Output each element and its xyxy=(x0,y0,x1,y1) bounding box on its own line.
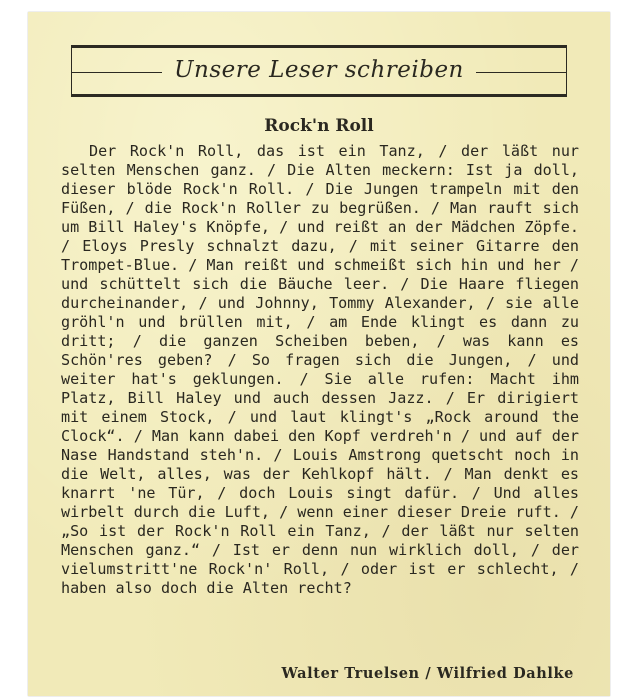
section-header-box xyxy=(71,45,567,97)
section-header-title: Unsere Leser schreiben xyxy=(174,57,464,83)
article-body: Der Rock'n Roll, das ist ein Tanz, / der läßt nur selten Menschen ganz. / Die Alten meckern: Ist ja doll, dieser blöde Rock'n Roll. / Die Jungen trampeln mit den Füßen, / die Rock'n Roller zu begrüßen. / Man rauft sich um Bill Haley's Knöpfe, / und reißt an der Mädchen Zöpfe. / Eloys Presly schnalzt dazu, / mit seiner Gitarre den Trompet-Blue. / Man reißt und schmeißt sich hin und her / und schüttelt sich die Bäuche leer. / Die Haare fliegen durcheinander, / und Johnny, Tommy Alexander, / sie alle gröhl'n und brüllen mit, / am Ende klingt es dann zu dritt; / die ganzen Scheiben beben, / was kann es Schön'res geben? / So fragen sich die Jungen, / und weiter hat's geklungen. / Sie alle rufen: Macht ihm Platz, Bill Haley und auch dessen Jazz. / Er dirigiert mit einem Stock, / und laut klingt's „Rock around the Clock“. / Man kann dabei den Kopf verdreh'n / und auf der Nase Handstand steh'n. / Louis Amstrong quetscht noch in die Welt, alles, was der Kehlkopf hält. / Man denkt es knarrt 'ne Tür, / doch Louis singt dafür. / Und alles wirbelt durch die Luft, / wenn einer dieser Dreie ruft. / „So ist der Rock'n Roll ein Tanz, / der läßt nur selten Menschen ganz.“ / Ist er denn nun wirklich doll, / der vielumstritt'ne Rock'n' Roll, / oder ist er schlecht, / haben also doch die Alten recht? xyxy=(61,142,579,597)
article-title: Rock'n Roll xyxy=(264,116,374,136)
newspaper-clipping xyxy=(28,12,610,696)
author-signature: Walter Truelsen / Wilfried Dahlke xyxy=(281,665,574,682)
